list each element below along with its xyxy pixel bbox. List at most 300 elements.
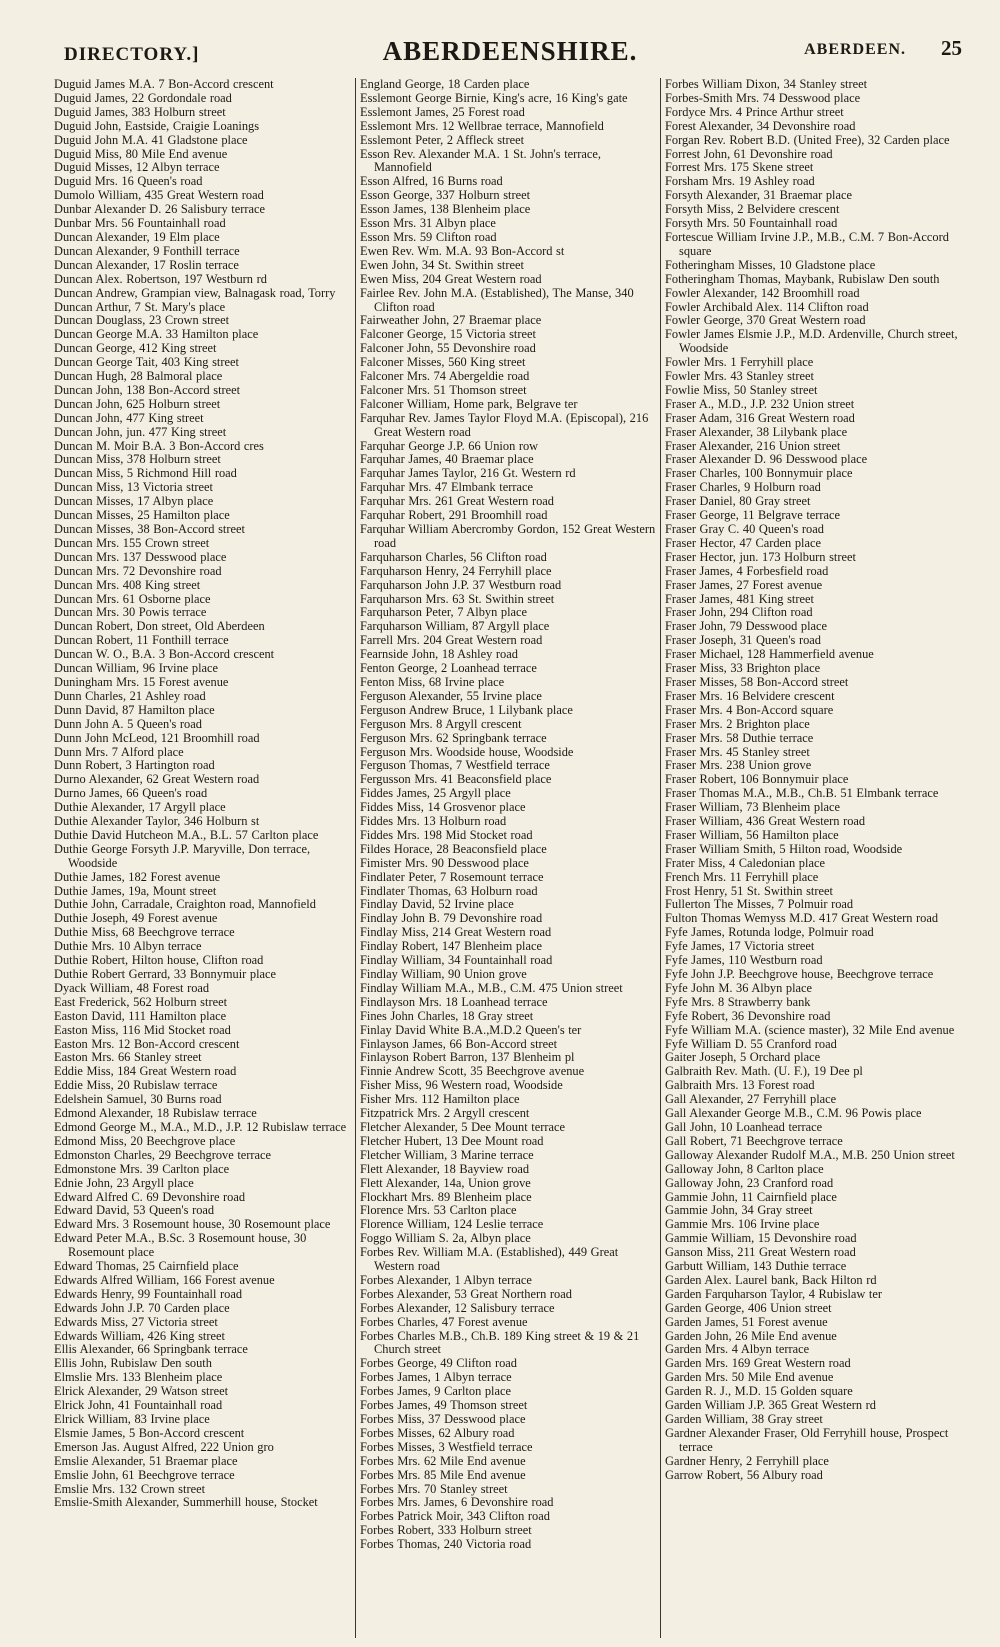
directory-entry: Esson Mrs. 59 Clifton road — [360, 229, 497, 244]
directory-columns — [50, 78, 970, 1638]
directory-entry: Gammie Mrs. 106 Irvine place — [665, 1217, 820, 1232]
directory-entry: Farquharson William, 87 Argyll place — [360, 619, 550, 634]
directory-entry: Fiddes Miss, 14 Grosvenor place — [360, 800, 526, 815]
directory-entry: Duthie George Forsyth J.P. Maryville, Don terrace, Woodside — [54, 841, 311, 870]
directory-entry: Frater Miss, 4 Caledonian place — [665, 855, 825, 870]
directory-entry: Dunn Robert, 3 Hartington road — [54, 758, 215, 773]
directory-entry: Farquhar George J.P. 66 Union row — [360, 438, 539, 453]
directory-entry: Fyfe John J.P. Beechgrove house, Beechgrove terrace — [665, 967, 934, 981]
directory-entry: Forbes Alexander, 53 Great Northern road — [360, 1286, 572, 1301]
directory-entry: Fraser Mrs. 2 Brighton place — [665, 716, 810, 731]
directory-entry: Fyfe Robert, 36 Devonshire road — [665, 1008, 831, 1023]
directory-entry: Dyack William, 48 Forest road — [54, 980, 210, 995]
directory-entry: Fraser John, 294 Clifton road — [665, 605, 813, 620]
directory-entry: Duncan W. O., B.A. 3 Bon-Accord crescent — [54, 647, 275, 662]
directory-entry: Fairlee Rev. John M.A. (Established), The Manse, 340 Clifton road — [360, 285, 634, 314]
directory-entry: Falconer Mrs. 74 Abergeldie road — [360, 369, 530, 384]
directory-entry: Edmond Alexander, 18 Rubislaw terrace — [54, 1106, 257, 1121]
directory-entry: Fraser Michael, 128 Hammerfield avenue — [665, 647, 874, 662]
directory-entry: Duguid John, Eastside, Craigie Loanings — [54, 118, 260, 133]
directory-entry: Duncan John, 138 Bon-Accord street — [54, 382, 241, 397]
directory-entry: Forbes Robert, 333 Holburn street — [360, 1523, 532, 1538]
directory-entry: Edward David, 53 Queen's road — [54, 1203, 215, 1218]
directory-entry: Fraser Mrs. 238 Union grove — [665, 758, 812, 773]
directory-entry: Galloway Alexander Rudolf M.A., M.B. 250 Union street — [665, 1147, 955, 1162]
directory-entry: Fraser James, 481 King street — [665, 591, 814, 606]
directory-entry: Fowler James Elsmie J.P., M.D. Ardenville, Church street, Woodside — [665, 327, 958, 356]
directory-entry: Farquharson Mrs. 63 St. Swithin street — [360, 591, 555, 606]
directory-entry: Dunbar Mrs. 56 Fountainhall road — [54, 216, 226, 231]
directory-entry: Esson Alfred, 16 Burns road — [360, 174, 503, 189]
directory-entry: Fiddes Mrs. 198 Mid Stocket road — [360, 827, 533, 842]
directory-entry: Edwards Miss, 27 Victoria street — [54, 1314, 218, 1329]
directory-entry: Esslemont Peter, 2 Affleck street — [360, 132, 525, 147]
directory-entry: Foggo William S. 2a, Albyn place — [360, 1231, 531, 1246]
directory-entry: Fenton George, 2 Loanhead terrace — [360, 661, 537, 676]
directory-entry: Findlay Robert, 147 Blenheim place — [360, 939, 542, 954]
directory-entry: Fyfe William M.A. (science master), 32 Mile End avenue — [665, 1022, 955, 1037]
directory-entry: Duncan Misses, 25 Hamilton place — [54, 508, 230, 523]
directory-entry: Garden Farquharson Taylor, 4 Rubislaw ter — [665, 1286, 883, 1301]
directory-entry: Farquharson Charles, 56 Clifton road — [360, 549, 547, 564]
directory-entry: Edward Peter M.A., B.Sc. 3 Rosemount house, 30 Rosemount place — [54, 1231, 307, 1260]
directory-entry: Fraser Mrs. 16 Belvidere crescent — [665, 688, 835, 703]
directory-entry: Fulton Thomas Wemyss M.D. 417 Great Western road — [665, 911, 939, 926]
directory-entry: Ewen John, 34 St. Swithin street — [360, 257, 524, 272]
directory-entry: Fotheringham Thomas, Maybank, Rubislaw Den south — [665, 271, 940, 286]
column-2 — [355, 78, 660, 1638]
directory-entry: Fisher Mrs. 112 Hamilton place — [360, 1092, 520, 1107]
directory-entry: Findlay David, 52 Irvine place — [360, 897, 514, 912]
directory-entry: Forsyth Alexander, 31 Braemar place — [665, 188, 852, 203]
directory-entry: Fraser William Smith, 5 Hilton road, Woodside — [665, 841, 903, 856]
directory-entry: Garden George, 406 Union street — [665, 1300, 832, 1315]
directory-entry: Forbes Thomas, 240 Victoria road — [360, 1537, 532, 1552]
directory-entry: Easton David, 111 Hamilton place — [54, 1008, 227, 1023]
directory-entry: Fraser Gray C. 40 Queen's road — [665, 522, 824, 536]
directory-entry: Fyfe William D. 55 Cranford road — [665, 1036, 837, 1051]
directory-entry: Flett Alexander, 14a, Union grove — [360, 1175, 531, 1190]
directory-entry: Falconer William, Home park, Belgrave ter — [360, 396, 578, 411]
directory-entry: Findlay William, 90 Union grove — [360, 967, 527, 981]
directory-entry: Fenton Miss, 68 Irvine place — [360, 674, 505, 689]
directory-entry: Gammie John, 34 Gray street — [665, 1203, 813, 1218]
directory-entry: Fitzpatrick Mrs. 2 Argyll crescent — [360, 1106, 530, 1121]
directory-entry: Duthie James, 182 Forest avenue — [54, 869, 221, 884]
directory-entry: Fraser Adam, 316 Great Western road — [665, 410, 855, 425]
directory-entry: Emerson Jas. August Alfred, 222 Union gro — [54, 1439, 274, 1454]
directory-entry: Fyfe John M. 36 Albyn place — [665, 980, 813, 995]
directory-entry: Forbes Charles, 47 Forest avenue — [360, 1314, 528, 1329]
directory-entry: Durno James, 66 Queen's road — [54, 786, 208, 801]
directory-entry: Dunn David, 87 Hamilton place — [54, 702, 215, 717]
directory-entry: Duthie Alexander Taylor, 346 Holburn st — [54, 814, 260, 829]
directory-entry: Farquharson Peter, 7 Albyn place — [360, 605, 528, 620]
directory-entry: Fergusson Mrs. 41 Beaconsfield place — [360, 772, 552, 787]
directory-entry: Edmonston Charles, 29 Beechgrove terrace — [54, 1147, 272, 1162]
directory-entry: Ferguson Alexander, 55 Irvine place — [360, 688, 542, 703]
directory-entry: Fowler Alexander, 142 Broomhill road — [665, 285, 860, 300]
directory-entry: Findlayson Mrs. 18 Loanhead terrace — [360, 994, 548, 1009]
directory-entry: Duncan Alex. Robertson, 197 Westburn rd — [54, 271, 267, 286]
directory-entry: Forrest John, 61 Devonshire road — [665, 146, 833, 161]
directory-entry: Garden William, 38 Gray street — [665, 1412, 823, 1426]
directory-entry: Garden William J.P. 365 Great Western rd — [665, 1398, 876, 1413]
directory-entry: Forest Alexander, 34 Devonshire road — [665, 118, 856, 133]
directory-entry: Fraser Daniel, 80 Gray street — [665, 494, 811, 509]
directory-entry: Garden Mrs. 50 Mile End avenue — [665, 1370, 834, 1385]
directory-entry: Elrick John, 41 Fountainhall road — [54, 1398, 223, 1413]
directory-entry: Forbes Misses, 62 Albury road — [360, 1425, 515, 1440]
directory-entry: Esson Mrs. 31 Albyn place — [360, 216, 496, 231]
directory-entry: Farquhar James Taylor, 216 Gt. Western rd — [360, 466, 576, 481]
directory-entry: Forbes George, 49 Clifton road — [360, 1356, 517, 1371]
directory-entry: Florence William, 124 Leslie terrace — [360, 1217, 544, 1232]
directory-entry: Galloway John, 8 Carlton place — [665, 1161, 824, 1176]
directory-entry: Farquhar Rev. James Taylor Floyd M.A. (Episcopal), 216 Great Western road — [360, 410, 649, 439]
directory-entry: Emslie Alexander, 51 Braemar place — [54, 1453, 238, 1468]
directory-entry: Duncan Mrs. 72 Devonshire road — [54, 563, 222, 578]
directory-entry: Esson George, 337 Holburn street — [360, 188, 531, 203]
directory-entry: Gall Robert, 71 Beechgrove terrace — [665, 1133, 843, 1148]
directory-entry: Duguid John M.A. 41 Gladstone place — [54, 132, 248, 147]
directory-entry: Finlay David White B.A.,M.D.2 Queen's ter — [360, 1022, 582, 1037]
directory-entry: Forbes Alexander, 1 Albyn terrace — [360, 1272, 532, 1287]
directory-entry: Fiddes James, 25 Argyll place — [360, 786, 511, 801]
directory-entry: Fraser William, 73 Blenheim place — [665, 800, 841, 815]
directory-entry: Forbes Alexander, 12 Salisbury terrace — [360, 1300, 555, 1315]
directory-entry: Fraser Alexander, 38 Lilybank place — [665, 424, 848, 439]
directory-entry: Esslemont Mrs. 12 Wellbrae terrace, Mannofield — [360, 118, 604, 133]
directory-entry: Fotheringham Misses, 10 Gladstone place — [665, 257, 876, 272]
directory-entry: Forsyth Mrs. 50 Fountainhall road — [665, 216, 838, 231]
directory-entry: Fletcher Hubert, 13 Dee Mount road — [360, 1133, 544, 1148]
directory-entry: Finlayson James, 66 Bon-Accord street — [360, 1036, 558, 1051]
directory-entry: Galloway John, 23 Cranford road — [665, 1175, 834, 1190]
directory-entry: Gardner Alexander Fraser, Old Ferryhill house, Prospect terrace — [665, 1425, 949, 1454]
directory-entry: Duthie Joseph, 49 Forest avenue — [54, 911, 218, 926]
directory-entry: Edward Mrs. 3 Rosemount house, 30 Rosemount place — [54, 1217, 331, 1232]
directory-entry: Fraser Robert, 106 Bonnymuir place — [665, 772, 849, 787]
directory-entry: Fowler Archibald Alex. 114 Clifton road — [665, 299, 869, 314]
directory-entry: Esslemont James, 25 Forest road — [360, 104, 525, 119]
directory-entry: Duncan John, 477 King street — [54, 410, 204, 425]
directory-entry: Duguid Mrs. 16 Queen's road — [54, 174, 203, 189]
directory-entry: Ferguson Mrs. 62 Springbank terrace — [360, 730, 547, 745]
directory-entry: Duthie Mrs. 10 Albyn terrace — [54, 939, 202, 954]
directory-entry: Duncan George Tait, 403 King street — [54, 355, 239, 370]
directory-entry: Forgan Rev. Robert B.D. (United Free), 32 Carden place — [665, 132, 950, 147]
directory-entry: Esslemont George Birnie, King's acre, 16 King's gate — [360, 90, 628, 105]
directory-entry: Duncan Alexander, 17 Roslin terrace — [54, 257, 239, 272]
directory-entry: Forbes-Smith Mrs. 74 Desswood place — [665, 90, 861, 105]
directory-entry: Garden Mrs. 169 Great Western road — [665, 1356, 851, 1371]
directory-entry: Forbes Mrs. 62 Mile End avenue — [360, 1453, 526, 1468]
column-1 — [50, 78, 355, 1638]
directory-entry: Gall Alexander George M.B., C.M. 96 Powis place — [665, 1106, 922, 1121]
directory-entry: Duguid Miss, 80 Mile End avenue — [54, 146, 228, 161]
directory-entry: Duncan Misses, 17 Albyn place — [54, 494, 214, 509]
directory-entry: Ferguson Thomas, 7 Westfield terrace — [360, 758, 550, 773]
directory-entry: Edwards Henry, 99 Fountainhall road — [54, 1286, 243, 1301]
directory-entry: Duncan Douglass, 23 Crown street — [54, 313, 230, 328]
directory-entry: Farquharson John J.P. 37 Westburn road — [360, 577, 562, 592]
directory-entry: Garden R. J., M.D. 15 Golden square — [665, 1384, 853, 1399]
directory-entry: Farrell Mrs. 204 Great Western road — [360, 633, 543, 648]
directory-entry: Edmond Miss, 20 Beechgrove place — [54, 1133, 236, 1148]
directory-entry: Eddie Miss, 20 Rubislaw terrace — [54, 1078, 218, 1093]
directory-entry: Fortescue William Irvine J.P., M.B., C.M. 7 Bon-Accord square — [665, 229, 949, 258]
directory-entry: Findlay Miss, 214 Great Western road — [360, 925, 552, 940]
directory-entry: Fraser Mrs. 4 Bon-Accord square — [665, 702, 834, 717]
directory-entry: Duncan Robert, 11 Fonthill terrace — [54, 633, 229, 648]
directory-entry: Esson James, 138 Blenheim place — [360, 202, 531, 217]
column-3 — [660, 78, 965, 1638]
directory-entry: Gall Alexander, 27 Ferryhill place — [665, 1092, 837, 1107]
directory-entry: Edwards William, 426 King street — [54, 1328, 225, 1343]
directory-entry: Forbes Mrs. James, 6 Devonshire road — [360, 1495, 554, 1510]
directory-entry: Fairweather John, 27 Braemar place — [360, 313, 542, 328]
directory-entry: Duthie John, Carradale, Craighton road, Mannofield — [54, 897, 316, 912]
directory-entry: Duthie James, 19a, Mount street — [54, 883, 217, 898]
directory-entry: French Mrs. 11 Ferryhill place — [665, 869, 819, 884]
directory-entry: Duncan Arthur, 7 St. Mary's place — [54, 299, 226, 314]
directory-entry: Fisher Miss, 96 Western road, Woodside — [360, 1078, 563, 1093]
directory-entry: Fraser Mrs. 45 Stanley street — [665, 744, 810, 759]
directory-entry: Forbes William Dixon, 34 Stanley street — [665, 78, 868, 91]
header-section-label: DIRECTORY.] — [64, 44, 200, 65]
directory-entry: Forbes Mrs. 85 Mile End avenue — [360, 1467, 526, 1482]
directory-entry: Easton Mrs. 12 Bon-Accord crescent — [54, 1036, 240, 1051]
directory-entry: Falconer John, 55 Devonshire road — [360, 341, 536, 356]
directory-entry: Farquhar Mrs. 47 Elmbank terrace — [360, 480, 534, 495]
directory-entry: Fines John Charles, 18 Gray street — [360, 1008, 534, 1023]
directory-entry: Forbes Misses, 3 Westfield terrace — [360, 1439, 533, 1454]
directory-entry: Fletcher William, 3 Marine terrace — [360, 1147, 534, 1162]
directory-entry: Duthie David Hutcheon M.A., B.L. 57 Carlton place — [54, 827, 319, 842]
directory-entry: Forbes James, 49 Thomson street — [360, 1398, 528, 1413]
directory-entry: Galbraith Mrs. 13 Forest road — [665, 1078, 815, 1093]
directory-entry: Fiddes Mrs. 13 Holburn road — [360, 814, 507, 829]
directory-entry: Fyfe James, Rotunda lodge, Polmuir road — [665, 925, 874, 940]
directory-entry: Duningham Mrs. 15 Forest avenue — [54, 674, 229, 689]
directory-entry: Forbes Miss, 37 Desswood place — [360, 1412, 526, 1426]
directory-entry: Elmslie Mrs. 133 Blenheim place — [54, 1370, 223, 1385]
directory-entry: Dunn Charles, 21 Ashley road — [54, 688, 206, 703]
page-header — [50, 36, 970, 72]
directory-entry: Ellis Alexander, 66 Springbank terrace — [54, 1342, 248, 1357]
directory-entry: Flockhart Mrs. 89 Blenheim place — [360, 1189, 532, 1204]
directory-entry: Forbes James, 9 Carlton place — [360, 1384, 511, 1399]
directory-entry: Fyfe James, 17 Victoria street — [665, 939, 815, 954]
directory-entry: Fraser William, 436 Great Western road — [665, 814, 866, 829]
directory-entry: Emslie Mrs. 132 Crown street — [54, 1481, 206, 1496]
directory-entry: Fraser William, 56 Hamilton place — [665, 827, 839, 842]
directory-entry: Fraser James, 4 Forbesfield road — [665, 563, 829, 578]
directory-entry: Duncan George, 412 King street — [54, 341, 217, 356]
directory-entry: Duncan Mrs. 408 King street — [54, 577, 201, 592]
directory-entry: Frost Henry, 51 St. Swithin street — [665, 883, 833, 898]
directory-entry: Fraser Charles, 100 Bonnymuir place — [665, 466, 853, 481]
directory-entry: Duncan Miss, 378 Holburn street — [54, 452, 221, 467]
directory-entry: Fraser Hector, 47 Carden place — [665, 535, 821, 550]
directory-entry: Duncan Misses, 38 Bon-Accord street — [54, 522, 245, 536]
directory-entry: Farquharson Henry, 24 Ferryhill place — [360, 563, 552, 578]
directory-entry: Duncan Andrew, Grampian view, Balnagask road, Torry — [54, 285, 336, 300]
directory-entry: Dunn Mrs. 7 Alford place — [54, 744, 184, 759]
directory-entry: Gaiter Joseph, 5 Orchard place — [665, 1050, 821, 1065]
directory-entry: Fowler Mrs. 1 Ferryhill place — [665, 355, 814, 370]
directory-entry: Duthie Alexander, 17 Argyll place — [54, 800, 226, 815]
directory-entry: Edelshein Samuel, 30 Burns road — [54, 1092, 222, 1107]
directory-entry: Fraser Alexander, 216 Union street — [665, 438, 841, 453]
directory-entry: Ellis John, Rubislaw Den south — [54, 1356, 212, 1371]
directory-entry: Gammie John, 11 Cairnfield place — [665, 1189, 837, 1204]
directory-entry: Gall John, 10 Loanhead terrace — [665, 1119, 823, 1134]
directory-entry: Duncan M. Moir B.A. 3 Bon-Accord cres — [54, 438, 264, 453]
directory-entry: Duncan Alexander, 19 Elm place — [54, 229, 220, 244]
page-number: 25 — [941, 36, 962, 60]
directory-entry: England George, 18 Carden place — [360, 78, 530, 91]
directory-entry: Duguid James, 383 Holburn street — [54, 104, 226, 119]
directory-entry: Fraser James, 27 Forest avenue — [665, 577, 823, 592]
directory-entry: Finnie Andrew Scott, 35 Beechgrove avenue — [360, 1064, 585, 1079]
directory-entry: Emslie John, 61 Beechgrove terrace — [54, 1467, 235, 1482]
directory-entry: Duncan William, 96 Irvine place — [54, 661, 219, 676]
directory-entry: Duncan Mrs. 155 Crown street — [54, 535, 210, 550]
directory-entry: Fowler George, 370 Great Western road — [665, 313, 866, 328]
directory-entry: Edmond George M., M.A., M.D., J.P. 12 Rubislaw terrace — [54, 1119, 347, 1134]
directory-entry: Durno Alexander, 62 Great Western road — [54, 772, 260, 787]
directory-entry: Fordyce Mrs. 4 Prince Arthur street — [665, 104, 844, 119]
directory-entry: Duncan Mrs. 61 Osborne place — [54, 591, 211, 606]
directory-entry: Garden James, 51 Forest avenue — [665, 1314, 828, 1329]
directory-entry: Elrick Alexander, 29 Watson street — [54, 1384, 229, 1399]
directory-entry: Duguid Misses, 12 Albyn terrace — [54, 160, 220, 175]
directory-entry: Fletcher Alexander, 5 Dee Mount terrace — [360, 1119, 565, 1134]
directory-entry: Falconer Mrs. 51 Thomson street — [360, 382, 527, 397]
directory-entry: Duthie Robert, Hilton house, Clifton road — [54, 953, 264, 968]
directory-entry: Garden Alex. Laurel bank, Back Hilton rd — [665, 1272, 877, 1287]
directory-entry: Dunn John McLeod, 121 Broomhill road — [54, 730, 260, 745]
directory-entry: Fimister Mrs. 90 Desswood place — [360, 855, 529, 870]
directory-entry: Fraser Hector, jun. 173 Holburn street — [665, 549, 856, 564]
directory-entry: Garbutt William, 143 Duthie terrace — [665, 1259, 847, 1274]
directory-entry: Farquhar William Abercromby Gordon, 152 Great Western road — [360, 522, 656, 550]
directory-entry: Duncan Hugh, 28 Balmoral place — [54, 369, 223, 384]
directory-entry: Fraser George, 11 Belgrave terrace — [665, 508, 841, 523]
directory-entry: Fraser John, 79 Desswood place — [665, 619, 828, 634]
directory-entry: Eddie Miss, 184 Great Western road — [54, 1064, 237, 1079]
directory-entry: Fraser Miss, 33 Brighton place — [665, 661, 821, 676]
directory-entry: Duncan Alexander, 9 Fonthill terrace — [54, 243, 240, 258]
directory-entry: Ednie John, 23 Argyll place — [54, 1175, 194, 1190]
directory-entry: Findlay William M.A., M.B., C.M. 475 Union street — [360, 980, 623, 995]
directory-entry: Ewen Miss, 204 Great Western road — [360, 271, 542, 286]
directory-entry: Galbraith Rev. Math. (U. F.), 19 Dee pl — [665, 1064, 863, 1079]
directory-entry: Elsmie James, 5 Bon-Accord crescent — [54, 1425, 245, 1440]
directory-entry: Duncan Miss, 5 Richmond Hill road — [54, 466, 237, 481]
directory-entry: Flett Alexander, 18 Bayview road — [360, 1161, 530, 1176]
directory-entry: Edmonstone Mrs. 39 Carlton place — [54, 1161, 230, 1176]
header-county-title: ABERDEENSHIRE. — [382, 36, 638, 66]
directory-entry: East Frederick, 562 Holburn street — [54, 994, 228, 1009]
directory-entry: Duthie Miss, 68 Beechgrove terrace — [54, 925, 235, 940]
directory-entry: Gammie William, 15 Devonshire road — [665, 1231, 857, 1246]
directory-entry: Florence Mrs. 53 Carlton place — [360, 1203, 517, 1218]
directory-entry: Fraser Thomas M.A., M.B., Ch.B. 51 Elmbank terrace — [665, 786, 939, 801]
directory-entry: Forbes Mrs. 70 Stanley street — [360, 1481, 508, 1496]
directory-entry: Fraser A., M.D., J.P. 232 Union street — [665, 396, 855, 411]
directory-entry: Gardner Henry, 2 Ferryhill place — [665, 1453, 829, 1468]
directory-entry: Duncan John, jun. 477 King street — [54, 424, 227, 439]
directory-entry: Findlater Thomas, 63 Holburn road — [360, 883, 538, 898]
directory-entry: Fraser Joseph, 31 Queen's road — [665, 633, 821, 648]
directory-entry: Ferguson Andrew Bruce, 1 Lilybank place — [360, 702, 573, 717]
directory-entry: Finlayson Robert Barron, 137 Blenheim pl — [360, 1050, 575, 1065]
directory-entry: Fraser Charles, 9 Holburn road — [665, 480, 821, 495]
directory-entry: Duncan Mrs. 137 Desswood place — [54, 549, 227, 564]
directory-entry: Forbes Rev. William M.A. (Established), 449 Great Western road — [360, 1245, 619, 1274]
directory-entry: Garrow Robert, 56 Albury road — [665, 1467, 823, 1482]
directory-entry: Esson Rev. Alexander M.A. 1 St. John's terrace, Mannofield — [360, 146, 601, 175]
directory-entry: Fyfe Mrs. 8 Strawberry bank — [665, 994, 811, 1009]
directory-entry: Edwards John J.P. 70 Carden place — [54, 1300, 230, 1315]
directory-entry: Duguid James, 22 Gordondale road — [54, 90, 232, 105]
directory-entry: Edward Alfred C. 69 Devonshire road — [54, 1189, 246, 1204]
directory-entry: Forbes James, 1 Albyn terrace — [360, 1370, 512, 1385]
directory-entry: Findlay William, 34 Fountainhall road — [360, 953, 553, 968]
directory-entry: Dumolo William, 435 Great Western road — [54, 188, 264, 203]
directory-entry: Falconer George, 15 Victoria street — [360, 327, 536, 342]
directory-entry: Forrest Mrs. 175 Skene street — [665, 160, 814, 175]
directory-entry: Fraser Alexander D. 96 Desswood place — [665, 452, 868, 467]
directory-entry: Farquhar Robert, 291 Broomhill road — [360, 508, 548, 523]
directory-entry: Duncan George M.A. 33 Hamilton place — [54, 327, 259, 342]
directory-entry: Duncan Miss, 13 Victoria street — [54, 480, 213, 495]
directory-entry: Ferguson Mrs. 8 Argyll crescent — [360, 716, 522, 731]
directory-entry: Dunn John A. 5 Queen's road — [54, 716, 202, 731]
directory-entry: Elrick William, 83 Irvine place — [54, 1412, 210, 1426]
directory-entry: Farquhar James, 40 Braemar place — [360, 452, 534, 467]
directory-entry: Easton Mrs. 66 Stanley street — [54, 1050, 202, 1065]
directory-entry: Fildes Horace, 28 Beaconsfield place — [360, 841, 547, 856]
directory-entry: Forsham Mrs. 19 Ashley road — [665, 174, 815, 189]
directory-entry: Edwards Alfred William, 166 Forest avenue — [54, 1272, 275, 1287]
directory-entry: Forbes Charles M.B., Ch.B. 189 King street & 19 & 21 Church street — [360, 1328, 640, 1357]
directory-entry: Farquhar Mrs. 261 Great Western road — [360, 494, 554, 509]
directory-entry: Easton Miss, 116 Mid Stocket road — [54, 1022, 231, 1037]
directory-entry: Emslie-Smith Alexander, Summerhill house, Stocket — [54, 1495, 318, 1510]
directory-entry: Findlater Peter, 7 Rosemount terrace — [360, 869, 544, 884]
directory-entry: Duguid James M.A. 7 Bon-Accord crescent — [54, 78, 274, 91]
directory-entry: Ferguson Mrs. Woodside house, Woodside — [360, 744, 574, 759]
directory-entry: Duncan John, 625 Holburn street — [54, 396, 221, 411]
directory-entry: Fowlie Miss, 50 Stanley street — [665, 382, 818, 397]
directory-entry: Duncan Robert, Don street, Old Aberdeen — [54, 619, 265, 634]
directory-entry: Falconer Misses, 560 King street — [360, 355, 526, 370]
directory-entry: Fyfe James, 110 Westburn road — [665, 953, 823, 968]
directory-entry: Fowler Mrs. 43 Stanley street — [665, 369, 814, 384]
directory-entry: Garden John, 26 Mile End avenue — [665, 1328, 837, 1343]
directory-entry: Ewen Rev. Wm. M.A. 93 Bon-Accord st — [360, 243, 565, 258]
directory-entry: Edward Thomas, 25 Cairnfield place — [54, 1259, 239, 1274]
directory-entry: Forsyth Miss, 2 Belvidere crescent — [665, 202, 840, 217]
directory-entry: Fraser Misses, 58 Bon-Accord street — [665, 674, 849, 689]
directory-entry: Fraser Mrs. 58 Duthie terrace — [665, 730, 814, 745]
header-town-label: ABERDEEN. — [804, 41, 906, 58]
directory-entry: Findlay John B. 79 Devonshire road — [360, 911, 543, 926]
